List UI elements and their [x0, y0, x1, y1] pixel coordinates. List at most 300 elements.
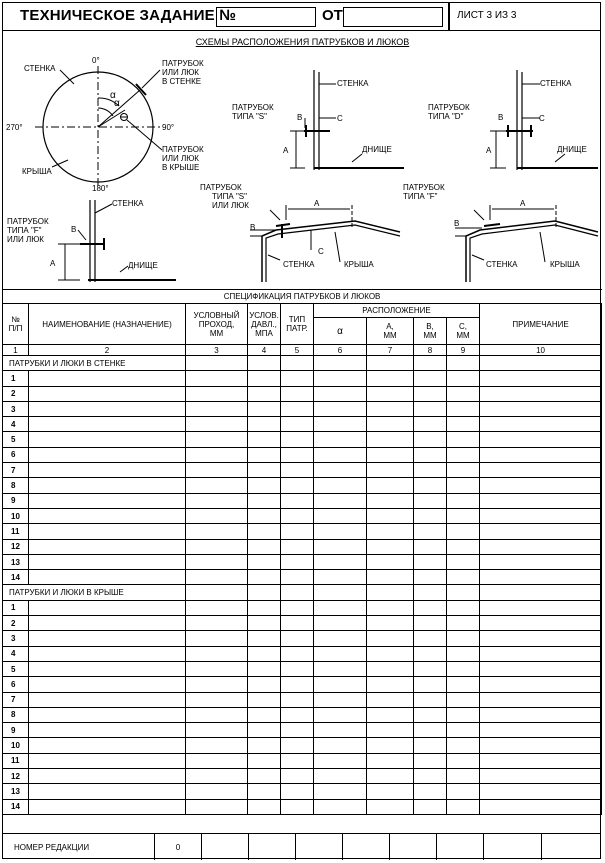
- table-cell[interactable]: [248, 386, 281, 401]
- table-cell[interactable]: [248, 769, 281, 784]
- table-cell[interactable]: [314, 600, 367, 615]
- table-cell[interactable]: [314, 723, 367, 738]
- svg-text:ПАТРУБОК: ПАТРУБОК: [162, 145, 204, 154]
- table-cell[interactable]: [414, 707, 447, 722]
- table-cell[interactable]: [248, 799, 281, 814]
- table-cell[interactable]: [29, 799, 186, 814]
- svg-text:A: A: [283, 146, 289, 155]
- table-cell[interactable]: [29, 646, 186, 661]
- table-cell[interactable]: [367, 508, 414, 523]
- wall-section: [3, 356, 602, 585]
- roof-row: [3, 723, 602, 738]
- table-cell[interactable]: [281, 707, 314, 722]
- table-cell[interactable]: [314, 401, 367, 416]
- table-cell[interactable]: [447, 707, 480, 722]
- table-cell[interactable]: [480, 386, 602, 401]
- table-cell[interactable]: [248, 401, 281, 416]
- table-cell[interactable]: [367, 769, 414, 784]
- table-cell[interactable]: [29, 524, 186, 539]
- table-cell[interactable]: [480, 570, 602, 585]
- revision-cell[interactable]: [343, 834, 390, 860]
- svg-text:C: C: [318, 247, 324, 256]
- row-number: 11: [3, 753, 29, 768]
- table-cell[interactable]: [480, 417, 602, 432]
- svg-text:ТИПА "F": ТИПА "F": [7, 226, 42, 235]
- wall-row: [3, 386, 602, 401]
- table-cell[interactable]: [447, 432, 480, 447]
- revision-value[interactable]: 0: [155, 834, 202, 860]
- table-cell[interactable]: [447, 799, 480, 814]
- table-cell[interactable]: [248, 631, 281, 646]
- table-cell[interactable]: [314, 463, 367, 478]
- svg-text:B: B: [498, 113, 504, 122]
- table-cell[interactable]: [414, 493, 447, 508]
- deg-180-label: 180°: [92, 184, 109, 193]
- table-cell[interactable]: [367, 524, 414, 539]
- table-cell[interactable]: [367, 753, 414, 768]
- type-s-wall-label: СТЕНКА: [337, 79, 369, 88]
- table-cell[interactable]: [248, 524, 281, 539]
- table-cell[interactable]: [248, 417, 281, 432]
- table-cell[interactable]: [447, 371, 480, 386]
- table-cell[interactable]: [480, 631, 602, 646]
- table-cell[interactable]: [248, 478, 281, 493]
- table-cell[interactable]: [29, 784, 186, 799]
- table-cell[interactable]: [186, 417, 248, 432]
- table-cell[interactable]: [480, 616, 602, 631]
- table-cell[interactable]: [186, 401, 248, 416]
- table-cell[interactable]: [281, 631, 314, 646]
- table-cell[interactable]: [480, 661, 602, 676]
- table-cell[interactable]: [29, 508, 186, 523]
- table-cell[interactable]: [367, 631, 414, 646]
- table-cell[interactable]: [248, 554, 281, 569]
- table-cell[interactable]: [248, 447, 281, 462]
- table-cell[interactable]: [480, 539, 602, 554]
- table-cell[interactable]: [281, 646, 314, 661]
- table-cell[interactable]: [314, 692, 367, 707]
- table-cell[interactable]: [480, 784, 602, 799]
- table-cell[interactable]: [186, 677, 248, 692]
- table-cell[interactable]: [367, 417, 414, 432]
- table-cell[interactable]: [367, 447, 414, 462]
- table-cell[interactable]: [414, 784, 447, 799]
- table-cell[interactable]: [281, 401, 314, 416]
- table-cell[interactable]: [186, 539, 248, 554]
- table-cell[interactable]: [29, 616, 186, 631]
- table-cell[interactable]: [447, 677, 480, 692]
- table-cell[interactable]: [186, 799, 248, 814]
- table-cell[interactable]: [314, 493, 367, 508]
- revision-cell[interactable]: [437, 834, 484, 860]
- table-cell[interactable]: [367, 677, 414, 692]
- revision-cell[interactable]: [484, 834, 542, 860]
- table-cell[interactable]: [248, 784, 281, 799]
- table-cell[interactable]: [248, 539, 281, 554]
- row-number: 2: [3, 616, 29, 631]
- revision-cell[interactable]: [249, 834, 296, 860]
- table-cell[interactable]: [414, 447, 447, 462]
- table-cell[interactable]: [281, 417, 314, 432]
- table-cell[interactable]: [480, 493, 602, 508]
- table-cell[interactable]: [314, 707, 367, 722]
- table-cell[interactable]: [480, 401, 602, 416]
- table-cell[interactable]: [447, 646, 480, 661]
- table-cell[interactable]: [480, 524, 602, 539]
- table-cell[interactable]: [480, 738, 602, 753]
- table-cell[interactable]: [29, 432, 186, 447]
- table-cell[interactable]: [29, 447, 186, 462]
- table-cell[interactable]: [314, 661, 367, 676]
- table-cell[interactable]: [314, 417, 367, 432]
- table-cell[interactable]: [447, 539, 480, 554]
- row-number: 10: [3, 508, 29, 523]
- table-cell[interactable]: [29, 386, 186, 401]
- svg-text:ПАТРУБОК: ПАТРУБОК: [232, 103, 274, 112]
- table-cell[interactable]: [314, 784, 367, 799]
- roof-row: [3, 616, 602, 631]
- table-cell[interactable]: [480, 677, 602, 692]
- table-cell[interactable]: [414, 753, 447, 768]
- table-cell[interactable]: [248, 723, 281, 738]
- table-cell[interactable]: [414, 417, 447, 432]
- table-cell[interactable]: [447, 508, 480, 523]
- table-cell[interactable]: [186, 463, 248, 478]
- table-cell[interactable]: [186, 661, 248, 676]
- table-cell[interactable]: [186, 570, 248, 585]
- table-cell[interactable]: [447, 753, 480, 768]
- table-cell[interactable]: [314, 508, 367, 523]
- table-cell[interactable]: [248, 707, 281, 722]
- table-cell[interactable]: [414, 539, 447, 554]
- table-cell[interactable]: [186, 769, 248, 784]
- table-cell[interactable]: [314, 524, 367, 539]
- table-cell[interactable]: [186, 723, 248, 738]
- table-cell[interactable]: [367, 723, 414, 738]
- table-cell[interactable]: [314, 799, 367, 814]
- table-cell[interactable]: [281, 600, 314, 615]
- table-cell[interactable]: [414, 371, 447, 386]
- table-cell[interactable]: [447, 570, 480, 585]
- table-cell[interactable]: [367, 386, 414, 401]
- table-cell[interactable]: [29, 769, 186, 784]
- revision-cell[interactable]: [390, 834, 437, 860]
- table-cell[interactable]: [414, 432, 447, 447]
- table-cell[interactable]: [314, 677, 367, 692]
- table-cell[interactable]: [414, 570, 447, 585]
- revision-cell[interactable]: [202, 834, 249, 860]
- table-cell[interactable]: [447, 723, 480, 738]
- table-cell[interactable]: [248, 371, 281, 386]
- table-cell[interactable]: [447, 784, 480, 799]
- revision-cell[interactable]: [296, 834, 343, 860]
- table-cell[interactable]: [367, 738, 414, 753]
- table-cell[interactable]: [447, 447, 480, 462]
- table-cell[interactable]: [367, 371, 414, 386]
- table-cell[interactable]: [367, 799, 414, 814]
- table-cell[interactable]: [480, 463, 602, 478]
- table-cell[interactable]: [281, 616, 314, 631]
- table-cell[interactable]: [186, 600, 248, 615]
- table-cell[interactable]: [248, 661, 281, 676]
- table-cell[interactable]: [281, 661, 314, 676]
- table-cell[interactable]: [281, 463, 314, 478]
- table-cell[interactable]: [186, 707, 248, 722]
- table-cell[interactable]: [314, 554, 367, 569]
- table-cell[interactable]: [480, 723, 602, 738]
- table-cell[interactable]: [414, 478, 447, 493]
- table-cell[interactable]: [414, 723, 447, 738]
- table-cell[interactable]: [447, 417, 480, 432]
- table-cell[interactable]: [367, 478, 414, 493]
- table-cell[interactable]: [248, 493, 281, 508]
- table-cell[interactable]: [414, 631, 447, 646]
- table-cell[interactable]: [281, 447, 314, 462]
- svg-text:ПАТРУБОК: ПАТРУБОК: [200, 183, 242, 192]
- table-cell[interactable]: [248, 753, 281, 768]
- table-cell[interactable]: [480, 600, 602, 615]
- table-cell[interactable]: [480, 692, 602, 707]
- schemes-title: СХЕМЫ РАСПОЛОЖЕНИЯ ПАТРУБКОВ И ЛЮКОВ: [195, 37, 410, 47]
- table-cell[interactable]: [186, 478, 248, 493]
- section-roof-title: ПАТРУБКИ И ЛЮКИ В КРЫШЕ: [3, 585, 186, 600]
- alpha-label-roof: α: [114, 98, 120, 109]
- table-cell[interactable]: [367, 570, 414, 585]
- row-number: 7: [3, 692, 29, 707]
- table-cell[interactable]: [186, 524, 248, 539]
- wall-row: [3, 478, 602, 493]
- svg-text:ПАТРУБОК: ПАТРУБОК: [428, 103, 470, 112]
- table-cell[interactable]: [447, 616, 480, 631]
- deg-270-label: 270°: [6, 123, 23, 132]
- table-cell[interactable]: [447, 493, 480, 508]
- table-cell[interactable]: [367, 554, 414, 569]
- table-cell[interactable]: [29, 631, 186, 646]
- row-number: 9: [3, 493, 29, 508]
- table-cell[interactable]: [367, 600, 414, 615]
- table-cell[interactable]: [186, 646, 248, 661]
- table-cell[interactable]: [186, 447, 248, 462]
- table-cell[interactable]: [480, 554, 602, 569]
- table-cell[interactable]: [447, 661, 480, 676]
- table-cell[interactable]: [281, 524, 314, 539]
- table-cell[interactable]: [29, 478, 186, 493]
- table-cell[interactable]: [314, 447, 367, 462]
- table-cell[interactable]: [281, 508, 314, 523]
- table-cell[interactable]: [281, 539, 314, 554]
- table-cell[interactable]: [281, 769, 314, 784]
- table-cell[interactable]: [414, 692, 447, 707]
- svg-text:В КРЫШЕ: В КРЫШЕ: [162, 163, 200, 172]
- table-cell[interactable]: [367, 539, 414, 554]
- table-cell[interactable]: [29, 600, 186, 615]
- table-cell[interactable]: [314, 738, 367, 753]
- table-cell[interactable]: [414, 524, 447, 539]
- table-cell[interactable]: [314, 539, 367, 554]
- table-cell[interactable]: [186, 738, 248, 753]
- table-cell[interactable]: [314, 478, 367, 493]
- table-cell[interactable]: [248, 570, 281, 585]
- table-cell[interactable]: [414, 738, 447, 753]
- table-cell[interactable]: [414, 401, 447, 416]
- table-cell[interactable]: [447, 401, 480, 416]
- table-cell[interactable]: [186, 432, 248, 447]
- plan-roof-label: КРЫША: [22, 167, 52, 176]
- table-cell[interactable]: [314, 386, 367, 401]
- table-cell[interactable]: [29, 417, 186, 432]
- table-cell[interactable]: [281, 723, 314, 738]
- table-cell[interactable]: [367, 646, 414, 661]
- table-cell[interactable]: [414, 463, 447, 478]
- table-cell[interactable]: [480, 707, 602, 722]
- table-cell[interactable]: [314, 631, 367, 646]
- table-cell[interactable]: [29, 401, 186, 416]
- revision-label: НОМЕР РЕДАКЦИИ: [2, 834, 155, 860]
- table-cell[interactable]: [480, 447, 602, 462]
- table-cell[interactable]: [447, 478, 480, 493]
- table-cell[interactable]: [414, 661, 447, 676]
- table-cell[interactable]: [29, 570, 186, 585]
- table-cell[interactable]: [447, 769, 480, 784]
- table-cell[interactable]: [447, 600, 480, 615]
- table-cell[interactable]: [281, 692, 314, 707]
- table-cell[interactable]: [186, 616, 248, 631]
- table-cell[interactable]: [281, 677, 314, 692]
- table-cell[interactable]: [281, 738, 314, 753]
- table-cell[interactable]: [186, 508, 248, 523]
- table-cell[interactable]: [29, 539, 186, 554]
- table-cell[interactable]: [314, 371, 367, 386]
- table-cell[interactable]: [414, 508, 447, 523]
- table-cell[interactable]: [186, 371, 248, 386]
- table-cell[interactable]: [281, 753, 314, 768]
- wall-row: [3, 539, 602, 554]
- table-cell[interactable]: [281, 432, 314, 447]
- table-cell[interactable]: [447, 463, 480, 478]
- table-cell[interactable]: [480, 646, 602, 661]
- table-cell[interactable]: [480, 799, 602, 814]
- column-numbers-row: 1 2 3 4 5 6 7 8 9 10: [3, 345, 602, 356]
- table-cell[interactable]: [281, 493, 314, 508]
- table-cell[interactable]: [186, 753, 248, 768]
- table-cell[interactable]: [29, 707, 186, 722]
- table-cell[interactable]: [29, 738, 186, 753]
- table-cell[interactable]: [186, 784, 248, 799]
- table-cell[interactable]: [281, 799, 314, 814]
- alpha-label-wall: α: [110, 90, 116, 101]
- table-cell[interactable]: [29, 692, 186, 707]
- table-cell[interactable]: [314, 646, 367, 661]
- wall-row: [3, 371, 602, 386]
- row-number: 12: [3, 539, 29, 554]
- table-cell[interactable]: [367, 463, 414, 478]
- table-cell[interactable]: [29, 661, 186, 676]
- table-cell[interactable]: [314, 769, 367, 784]
- table-cell[interactable]: [447, 738, 480, 753]
- table-cell[interactable]: [281, 570, 314, 585]
- table-cell[interactable]: [414, 386, 447, 401]
- table-cell[interactable]: [248, 463, 281, 478]
- table-cell[interactable]: [248, 692, 281, 707]
- table-cell[interactable]: [480, 432, 602, 447]
- table-cell[interactable]: [480, 753, 602, 768]
- table-cell[interactable]: [447, 386, 480, 401]
- table-cell[interactable]: [248, 616, 281, 631]
- table-cell[interactable]: [480, 769, 602, 784]
- table-cell[interactable]: [447, 554, 480, 569]
- table-cell[interactable]: [29, 753, 186, 768]
- table-cell[interactable]: [29, 677, 186, 692]
- table-cell[interactable]: [414, 616, 447, 631]
- table-cell[interactable]: [367, 616, 414, 631]
- table-cell[interactable]: [29, 371, 186, 386]
- table-cell[interactable]: [367, 493, 414, 508]
- table-cell[interactable]: [414, 769, 447, 784]
- svg-text:ИЛИ ЛЮК: ИЛИ ЛЮК: [162, 154, 199, 163]
- schemes-drawing: [0, 0, 605, 289]
- table-cell[interactable]: [367, 661, 414, 676]
- wall-row: [3, 493, 602, 508]
- table-cell[interactable]: [480, 478, 602, 493]
- table-cell[interactable]: [414, 677, 447, 692]
- table-cell[interactable]: [414, 646, 447, 661]
- table-cell[interactable]: [29, 463, 186, 478]
- table-cell[interactable]: [447, 524, 480, 539]
- roof-row: [3, 692, 602, 707]
- table-cell[interactable]: [186, 692, 248, 707]
- table-cell[interactable]: [29, 723, 186, 738]
- table-cell[interactable]: [281, 371, 314, 386]
- row-number: 5: [3, 432, 29, 447]
- row-number: 13: [3, 784, 29, 799]
- table-cell[interactable]: [447, 692, 480, 707]
- table-cell[interactable]: [281, 784, 314, 799]
- table-cell[interactable]: [414, 554, 447, 569]
- table-cell[interactable]: [186, 631, 248, 646]
- table-cell[interactable]: [281, 554, 314, 569]
- type-f-roof-nozzle: [484, 224, 500, 226]
- table-cell[interactable]: [186, 493, 248, 508]
- table-cell[interactable]: [367, 692, 414, 707]
- row-number: 3: [3, 401, 29, 416]
- table-cell[interactable]: [367, 401, 414, 416]
- table-cell[interactable]: [480, 508, 602, 523]
- table-cell[interactable]: [367, 784, 414, 799]
- table-cell[interactable]: [367, 432, 414, 447]
- table-cell[interactable]: [248, 646, 281, 661]
- table-cell[interactable]: [248, 432, 281, 447]
- table-cell[interactable]: [248, 738, 281, 753]
- table-cell[interactable]: [480, 371, 602, 386]
- table-cell[interactable]: [314, 570, 367, 585]
- table-cell[interactable]: [29, 554, 186, 569]
- table-cell[interactable]: [314, 616, 367, 631]
- table-cell[interactable]: [414, 799, 447, 814]
- table-cell[interactable]: [314, 753, 367, 768]
- table-cell[interactable]: [248, 677, 281, 692]
- table-cell[interactable]: [447, 631, 480, 646]
- table-cell[interactable]: [281, 386, 314, 401]
- table-cell[interactable]: [281, 478, 314, 493]
- table-cell[interactable]: [248, 508, 281, 523]
- table-cell[interactable]: [414, 600, 447, 615]
- table-cell[interactable]: [314, 432, 367, 447]
- table-cell[interactable]: [248, 600, 281, 615]
- table-cell[interactable]: [29, 493, 186, 508]
- table-cell[interactable]: [367, 707, 414, 722]
- table-cell[interactable]: [186, 386, 248, 401]
- table-cell[interactable]: [186, 554, 248, 569]
